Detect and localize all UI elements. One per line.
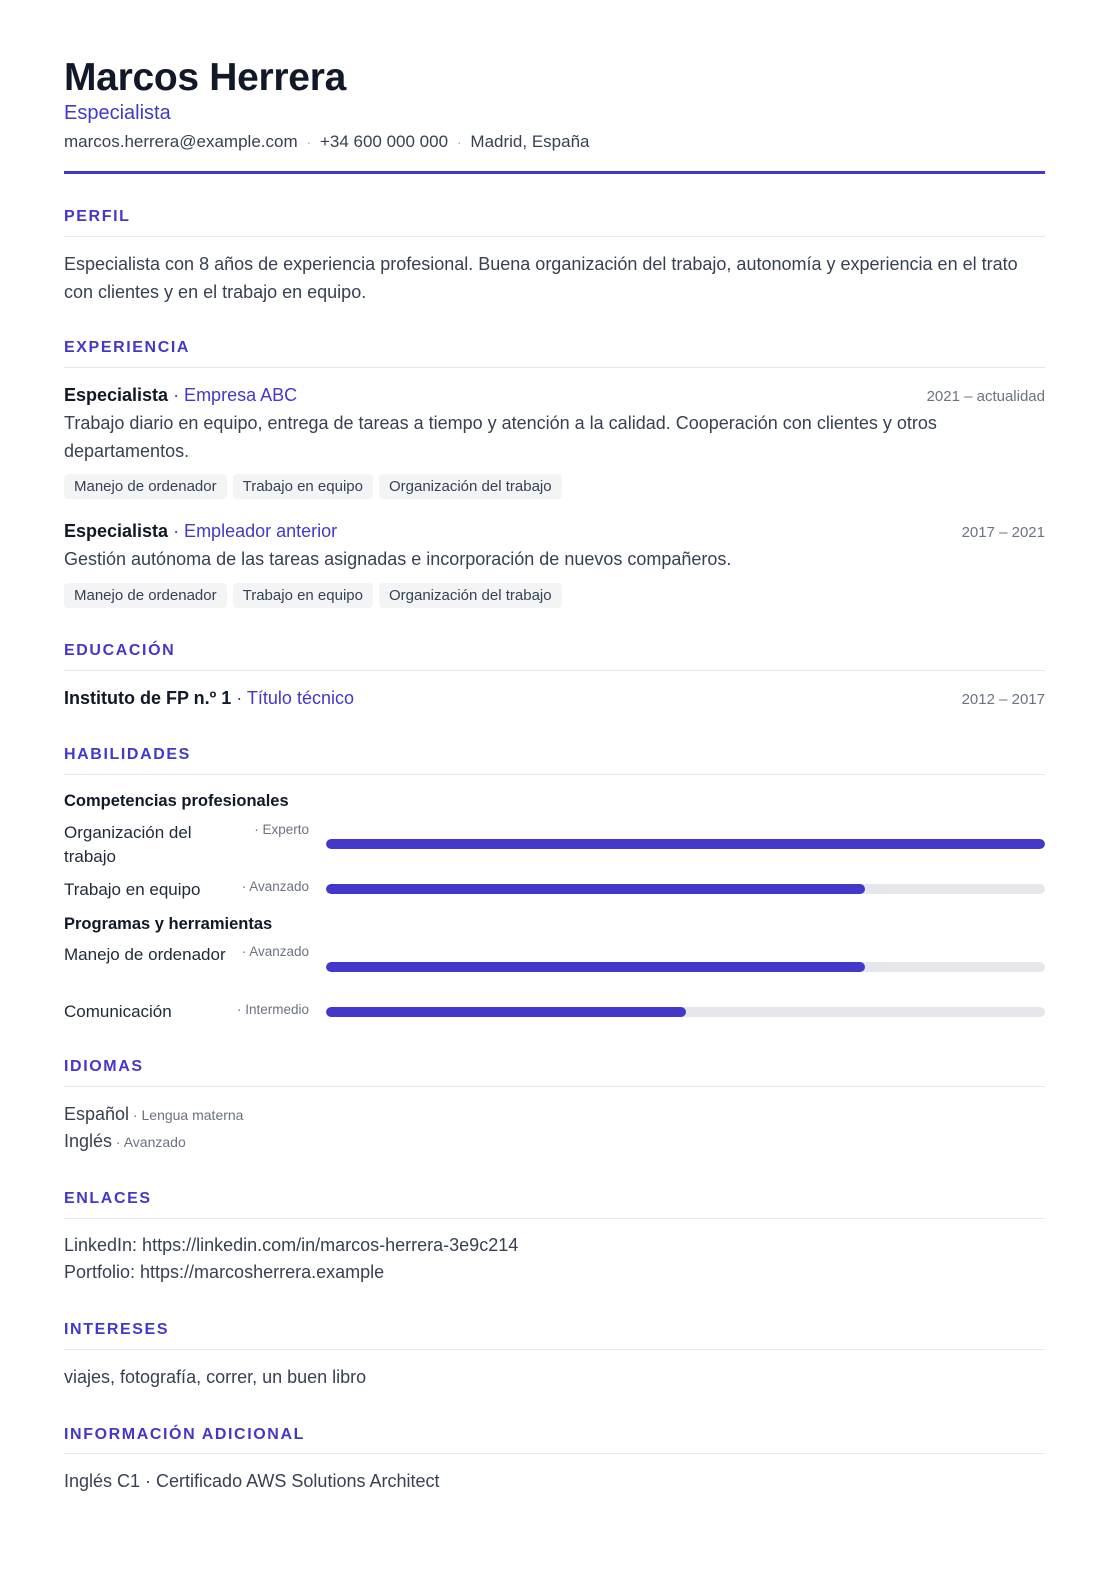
skill-level: · Experto [254, 822, 309, 837]
language-item [64, 1131, 186, 1152]
section-title-links: ENLACES [64, 1190, 152, 1207]
linkedin-link[interactable]: LinkedIn: https://linkedin.com/in/marcos-herrera-3e9c214 [64, 1235, 519, 1255]
separator: · [457, 135, 462, 150]
section-title-profile: PERFIL [64, 208, 131, 225]
skill-name: Trabajo en equipo [64, 880, 201, 899]
section-title-education: EDUCACIÓN [64, 642, 176, 659]
job-title: Especialista [64, 385, 169, 405]
section-title-interests: INTERESES [64, 1321, 170, 1338]
skill-tag: Trabajo en equipo [233, 583, 373, 608]
contact-line [64, 132, 589, 152]
job-title: Especialista [64, 521, 169, 541]
skill-tags [64, 474, 562, 499]
language-level: · Lengua materna [129, 1107, 244, 1123]
employer-name: · Empleador anterior [168, 521, 338, 541]
skill-bar-fill [326, 962, 865, 972]
section-title-experience: EXPERIENCIA [64, 339, 191, 356]
skill-level: · Intermedio [236, 1002, 309, 1017]
skill-bar [326, 839, 1045, 849]
additional-info-text: Inglés C1 · Certificado AWS Solutions Architect [64, 1471, 440, 1491]
skill-bar-fill [326, 839, 1045, 849]
skill-bar [326, 962, 1045, 972]
degree-name: · Título técnico [231, 688, 354, 708]
phone-text: +34 600 000 000 [319, 132, 449, 151]
email-text: marcos.herrera@example.com [64, 132, 298, 151]
language-item [64, 1104, 243, 1125]
section-divider [64, 367, 1045, 368]
profile-text: Especialista con 8 años de experiencia profesional. Buena organización del trabajo, autonomía y experiencia en el trato con clientes y en el trabajo en equipo. [64, 254, 1018, 302]
candidate-name: Marcos Herrera [64, 56, 346, 99]
section-divider [64, 774, 1045, 775]
section-title-languages: IDIOMAS [64, 1058, 144, 1075]
skill-bar [326, 884, 1045, 894]
language-name: Español [64, 1104, 130, 1124]
section-divider [64, 1453, 1045, 1454]
location-text: Madrid, España [470, 132, 590, 151]
school-name: Instituto de FP n.º 1 [64, 688, 232, 708]
skill-bar-fill [326, 1007, 686, 1017]
section-title-skills: HABILIDADES [64, 746, 191, 763]
skill-tag: Organización del trabajo [379, 474, 562, 499]
skill-name: Manejo de ordenador [64, 945, 226, 964]
skill-level: · Avanzado [241, 944, 309, 959]
experience-item-header [64, 521, 1045, 542]
skill-tag: Trabajo en equipo [233, 474, 373, 499]
job-description: Gestión autónoma de las tareas asignadas e incorporación de nuevos compañeros. [64, 549, 732, 569]
section-divider [64, 1086, 1045, 1087]
education-dates: 2012 – 2017 [961, 691, 1045, 708]
job-dates: 2017 – 2021 [961, 524, 1045, 541]
section-divider [64, 236, 1045, 237]
skill-name: Comunicación [64, 1002, 172, 1021]
separator: · [306, 135, 311, 150]
interests-text: viajes, fotografía, correr, un buen libro [64, 1367, 367, 1387]
portfolio-link[interactable]: Portfolio: https://marcosherrera.example [64, 1262, 385, 1282]
section-divider [64, 670, 1045, 671]
language-name: Inglés [64, 1131, 113, 1151]
skill-bar [326, 1007, 1045, 1017]
skill-tag: Manejo de ordenador [64, 474, 227, 499]
header-divider [64, 171, 1045, 174]
section-title-additional: INFORMACIÓN ADICIONAL [64, 1426, 305, 1443]
job-dates: 2021 – actualidad [926, 388, 1045, 405]
candidate-role: Especialista [64, 102, 171, 124]
language-level: · Avanzado [112, 1134, 186, 1150]
education-item-header [64, 688, 1045, 709]
job-description: Trabajo diario en equipo, entrega de tareas a tiempo y atención a la calidad. Cooperación con clientes y otros departamentos. [64, 413, 937, 461]
skill-group-title: Competencias profesionales [64, 792, 289, 810]
experience-item-header [64, 385, 1045, 406]
skill-tags [64, 583, 562, 608]
employer-name: · Empresa ABC [168, 385, 298, 405]
section-divider [64, 1349, 1045, 1350]
skill-level: · Avanzado [241, 879, 309, 894]
skill-tag: Organización del trabajo [379, 583, 562, 608]
skill-name: Organización del trabajo [64, 823, 192, 866]
skill-tag: Manejo de ordenador [64, 583, 227, 608]
skill-group-title: Programas y herramientas [64, 915, 273, 933]
section-divider [64, 1218, 1045, 1219]
skill-bar-fill [326, 884, 865, 894]
